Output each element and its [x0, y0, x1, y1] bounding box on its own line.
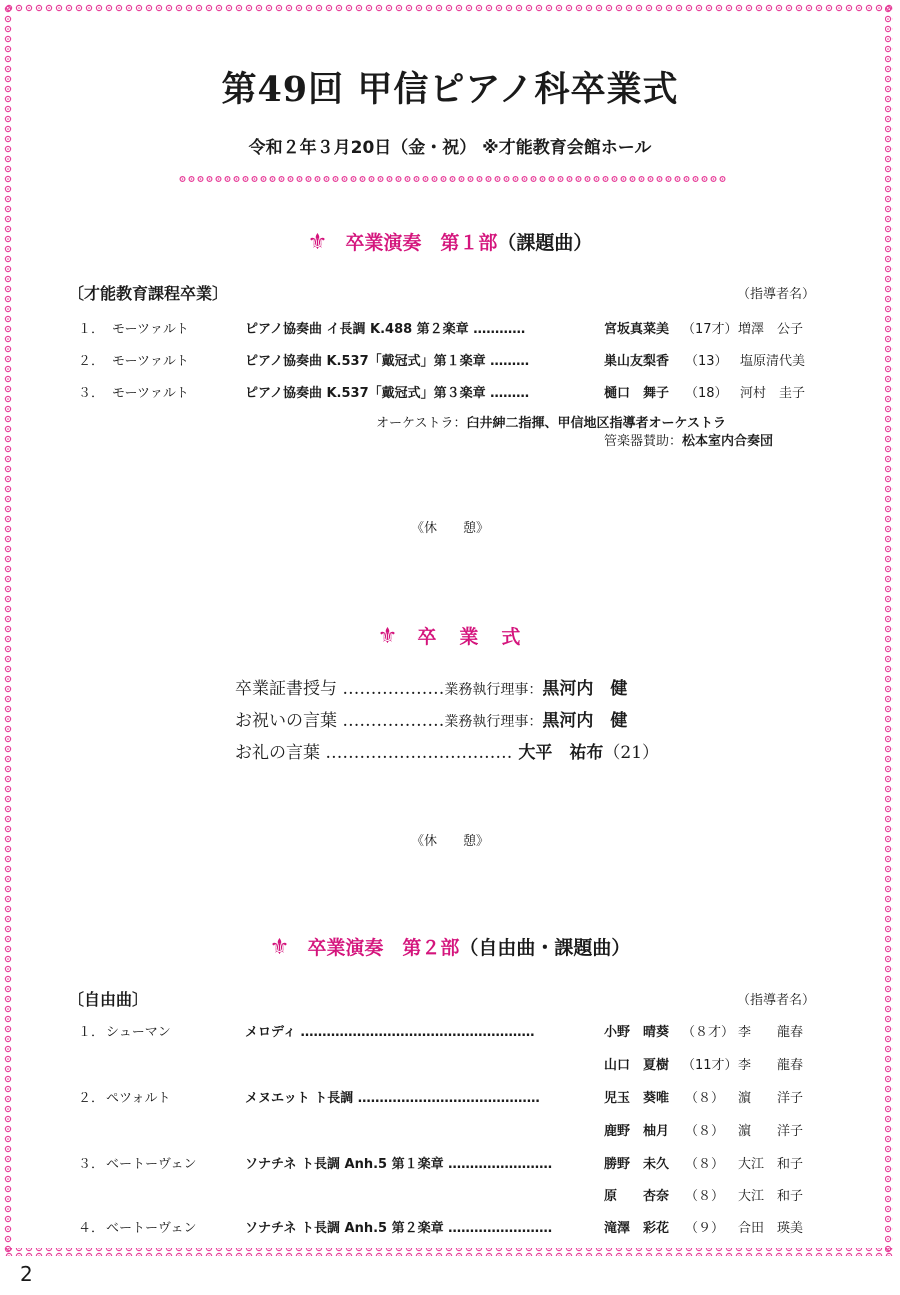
part2-row-composer: ベートーヴェン: [106, 1221, 197, 1236]
fleur-de-lis-icon: ⚜: [269, 935, 290, 960]
part2-row-student: 滝澤 彩花: [604, 1221, 670, 1236]
part2-row-student: 小野 晴葵: [604, 1025, 670, 1040]
part1-heading: ⚜ 卒業演奏 第１部（課題曲）: [307, 230, 593, 255]
part2-row-composer: ペツォルト: [106, 1091, 171, 1106]
part2-heading: ⚜ 卒業演奏 第２部（自由曲・課題曲）: [269, 935, 631, 960]
part2-row-age: （11才）: [682, 1058, 738, 1073]
part1-category: 〔才能教育課程卒業〕: [68, 284, 229, 303]
part2-row-piece: メヌエット ト長調 ……………………………………: [245, 1091, 540, 1106]
part1-item-number: ２．: [78, 354, 105, 369]
part2-row-teacher: 大江 和子: [738, 1189, 804, 1204]
ceremony-item: 卒業証書授与 ………………業務執行理事：黒河内 健: [235, 679, 628, 699]
part1-item-teacher: 河村 圭子: [740, 386, 806, 401]
part2-row-piece: ソナチネ ト長調 Anh.5 第１楽章 ……………………: [245, 1157, 553, 1172]
part2-row-teacher: 濵 洋子: [738, 1124, 804, 1139]
page-title: 第49回 甲信ピアノ科卒業式: [221, 69, 679, 110]
part2-row-age: （８）: [685, 1189, 725, 1204]
part2-row-piece: メロディ ………………………………………………: [245, 1025, 535, 1040]
part2-row-age: （８）: [685, 1124, 725, 1139]
decorative-divider: [178, 174, 726, 184]
part1-item-teacher: 増澤 公子: [738, 322, 804, 337]
part2-row-age: （８才）: [682, 1025, 735, 1040]
ceremony-item: お礼の言葉 …………………………… 大平 祐布（21）: [235, 743, 660, 763]
part1-item-age: （13）: [685, 354, 728, 369]
intermission-2: 《休 憩》: [410, 834, 489, 849]
part1-item-age: （17才）: [682, 322, 738, 337]
part1-item-composer: モーツァルト: [112, 386, 189, 401]
part1-item-piece: ピアノ協奏曲 K.537「戴冠式」第１楽章 ………: [245, 354, 530, 369]
part2-row-composer: ベートーヴェン: [106, 1157, 197, 1172]
part2-row-teacher: 濵 洋子: [738, 1091, 804, 1106]
part2-teacher-note: （指導者名）: [737, 993, 816, 1008]
part1-item-composer: モーツァルト: [112, 354, 189, 369]
part1-item-number: ３．: [78, 386, 105, 401]
part2-row-age: （８）: [685, 1157, 725, 1172]
part1-item-piece: ピアノ協奏曲 イ長調 K.488 第２楽章 …………: [245, 322, 526, 337]
part2-row-teacher: 李 龍春: [738, 1025, 804, 1040]
part1-teacher-note: （指導者名）: [737, 287, 816, 302]
ceremony-heading: ⚜ 卒 業 式: [377, 624, 523, 649]
part2-row-teacher: 合田 瑛美: [738, 1221, 804, 1236]
wind-support-line: 管楽器賛助：松本室内合奏団: [604, 434, 774, 449]
intermission-1: 《休 憩》: [410, 521, 489, 536]
fleur-de-lis-icon: ⚜: [377, 624, 400, 649]
part1-item-teacher: 塩原清代美: [740, 354, 806, 369]
orchestra-line: オーケストラ：臼井紳二指揮、甲信地区指導者オーケストラ: [376, 416, 726, 431]
part2-row-student: 勝野 未久: [604, 1157, 670, 1172]
part2-row-teacher: 李 龍春: [738, 1058, 804, 1073]
part2-row-student: 原 杏奈: [604, 1189, 670, 1204]
part2-row-number: １．: [78, 1025, 105, 1040]
part2-row-number: ３．: [78, 1157, 105, 1172]
part1-item-age: （18）: [685, 386, 728, 401]
part1-item-piece: ピアノ協奏曲 K.537「戴冠式」第３楽章 ………: [245, 386, 530, 401]
page-number: 2: [20, 1262, 33, 1286]
part2-row-composer: シューマン: [106, 1025, 171, 1040]
part2-row-age: （８）: [685, 1091, 725, 1106]
part2-row-student: 山口 夏樹: [604, 1058, 670, 1073]
part1-item-student: 宮坂真菜美: [604, 322, 670, 337]
part2-row-student: 鹿野 柚月: [604, 1124, 670, 1139]
ceremony-item: お祝いの言葉 ………………業務執行理事：黒河内 健: [235, 711, 628, 731]
part2-row-number: ２．: [78, 1091, 105, 1106]
part1-item-composer: モーツァルト: [112, 322, 189, 337]
part2-category: 〔自由曲〕: [68, 990, 149, 1009]
part2-row-student: 児玉 葵唯: [604, 1091, 670, 1106]
part1-item-student: 樋口 舞子: [604, 386, 670, 401]
part1-item-number: １．: [78, 322, 105, 337]
part2-row-teacher: 大江 和子: [738, 1157, 804, 1172]
event-date-venue: 令和２年３月20日（金・祝） ※才能教育会館ホール: [248, 138, 652, 158]
fleur-de-lis-icon: ⚜: [307, 230, 328, 255]
part2-row-age: （９）: [685, 1221, 725, 1236]
part1-item-student: 巣山友梨香: [604, 354, 670, 369]
part2-row-number: ４．: [78, 1221, 105, 1236]
part2-row-piece: ソナチネ ト長調 Anh.5 第２楽章 ……………………: [245, 1221, 553, 1236]
